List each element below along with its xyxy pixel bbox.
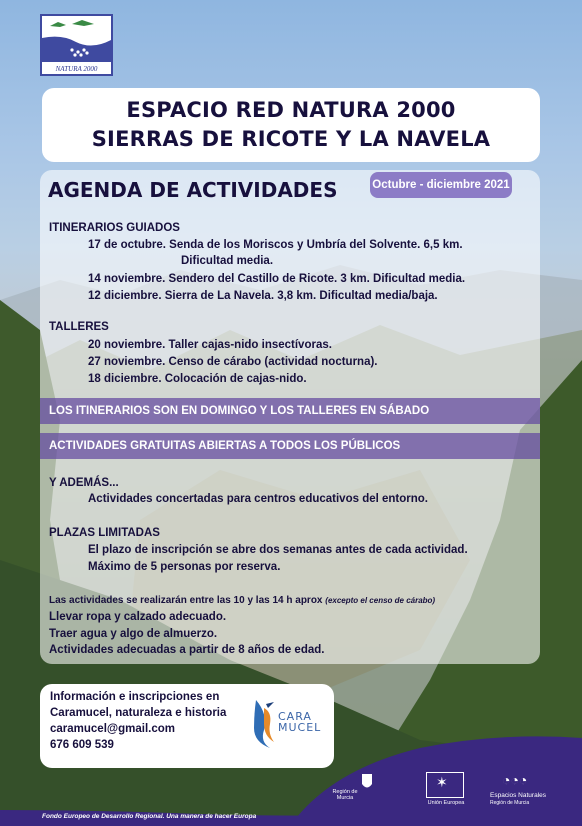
bird-emblem-icon bbox=[42, 16, 111, 62]
ademas-text: Actividades concertadas para centros educativos del entorno. bbox=[88, 493, 428, 505]
agenda-title: AGENDA DE ACTIVIDADES bbox=[48, 178, 338, 202]
espacios-text-1: Espacios Naturales bbox=[490, 792, 546, 799]
schedule-band: LOS ITINERARIOS SON EN DOMINGO Y LOS TALLERES EN SÁBADO bbox=[40, 398, 540, 424]
notes-line-2: Llevar ropa y calzado adecuado. bbox=[49, 611, 227, 623]
itinerario-item-1: 17 de octubre. Senda de los Moriscos y Umbría del Solvente. 6,5 km. bbox=[88, 239, 463, 251]
ademas-title: Y ADEMÁS... bbox=[49, 477, 119, 489]
natura-2000-caption: NATURA 2000 bbox=[55, 65, 98, 73]
itinerario-item-3: 12 diciembre. Sierra de La Navela. 3,8 km. Dificultad media/baja. bbox=[88, 290, 438, 302]
title-line-1: ESPACIO RED NATURA 2000 bbox=[126, 98, 456, 122]
eu-flag-icon: ✶ bbox=[426, 772, 464, 798]
taller-item-2: 27 noviembre. Censo de cárabo (actividad nocturna). bbox=[88, 356, 378, 368]
title-line-2: SIERRAS DE RICOTE Y LA NAVELA bbox=[91, 127, 491, 151]
caramucel-logo-text-1: CARA bbox=[278, 710, 312, 723]
espacios-naturales-logo bbox=[490, 772, 560, 814]
contact-email[interactable]: caramucel@gmail.com bbox=[50, 723, 175, 735]
itinerarios-title: ITINERARIOS GUIADOS bbox=[49, 222, 180, 234]
caramucel-logo-text bbox=[278, 711, 321, 733]
notes-exception-text: (excepto el censo de cárabo) bbox=[325, 596, 436, 605]
notes-line-3: Traer agua y algo de almuerzo. bbox=[49, 628, 218, 640]
itinerario-item-1-cont: Dificultad media. bbox=[181, 255, 274, 267]
caramucel-logo-text-2: MUCEL bbox=[278, 721, 322, 734]
notes-line-4: Actividades adecuadas a partir de 8 años de edad. bbox=[49, 644, 325, 656]
eu-text: Unión Europea bbox=[427, 800, 465, 806]
notes-schedule-text: Las actividades se realizarán entre las 10 y las 14 h aprox bbox=[49, 595, 323, 606]
drops-icon: ◔◔◔ bbox=[502, 772, 528, 788]
free-activities-band: ACTIVIDADES GRATUITAS ABIERTAS A TODOS LOS PÚBLICOS bbox=[40, 433, 540, 459]
crest-icon bbox=[360, 772, 374, 792]
notes-line-1 bbox=[49, 595, 435, 606]
feder-note: Fondo Europeo de Desarrollo Regional. Una manera de hacer Europa bbox=[42, 813, 257, 820]
itinerario-item-2: 14 noviembre. Sendero del Castillo de Ricote. 3 km. Dificultad media. bbox=[88, 273, 466, 285]
contact-line-2: Caramucel, naturaleza e historia bbox=[50, 707, 227, 719]
title-box bbox=[42, 88, 540, 162]
plazas-title: PLAZAS LIMITADAS bbox=[49, 527, 160, 539]
contact-phone[interactable]: 676 609 539 bbox=[50, 739, 114, 751]
date-range-badge: Octubre - diciembre 2021 bbox=[370, 172, 512, 198]
plazas-line-2: Máximo de 5 personas por reserva. bbox=[88, 561, 281, 573]
region-murcia-text: Región de Murcia bbox=[332, 789, 358, 801]
plazas-line-1: El plazo de inscripción se abre dos semanas antes de cada actividad. bbox=[88, 544, 468, 556]
contact-line-1: Información e inscripciones en bbox=[50, 691, 220, 703]
espacios-text-2: Región de Murcia bbox=[490, 800, 530, 806]
natura-2000-logo bbox=[40, 14, 113, 76]
taller-item-3: 18 diciembre. Colocación de cajas-nido. bbox=[88, 373, 307, 385]
eu-logo bbox=[424, 772, 468, 806]
taller-item-1: 20 noviembre. Taller cajas-nido insectívoras. bbox=[88, 339, 332, 351]
talleres-title: TALLERES bbox=[49, 321, 109, 333]
